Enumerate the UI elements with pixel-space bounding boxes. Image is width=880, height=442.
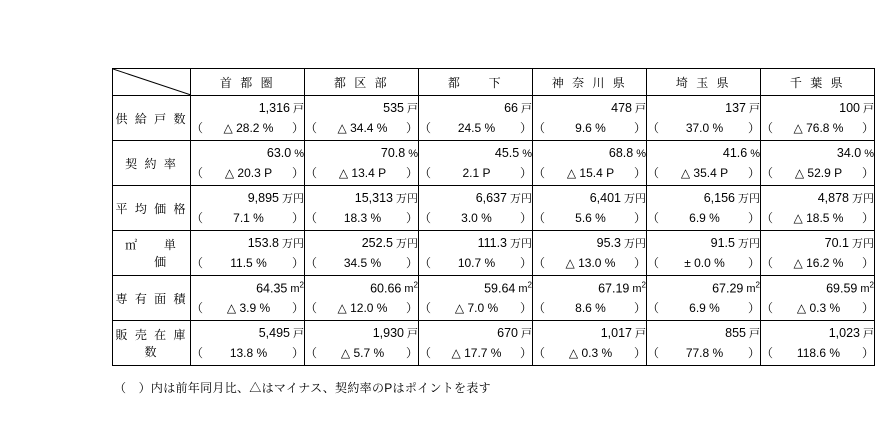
paren-open: （	[305, 301, 318, 316]
cell-unit: 戸	[863, 328, 874, 340]
paren-close: ）	[861, 121, 874, 135]
cell-average-price-tokubu	[305, 186, 419, 231]
paren-close: ）	[633, 166, 646, 180]
cell-subvalue: 37.0 %	[685, 121, 724, 135]
paren-close: ）	[861, 256, 874, 270]
corner-diagonal-cell	[113, 69, 191, 96]
cell-unit: $m^2$	[518, 280, 532, 296]
paren-open: （	[305, 166, 318, 180]
paren-open: （	[305, 211, 318, 225]
cell-exclusive-area-chiba	[761, 276, 875, 321]
cell-unit: 万円	[852, 193, 874, 205]
cell-unit-price-saitama	[647, 231, 761, 276]
cell-contract-rate-toka	[419, 141, 533, 186]
row-label-average-price: 平 均 価 格	[113, 186, 191, 231]
cell-unit: 万円	[396, 238, 418, 250]
cell-subvalue: △ 0.3 %	[568, 346, 613, 360]
cell-subvalue: △ 28.2 %	[223, 121, 274, 135]
cell-value: 60.66	[370, 281, 402, 296]
paren-close: ）	[633, 301, 646, 316]
table-row	[113, 141, 875, 186]
cell-supply-units-kanagawa	[533, 96, 647, 141]
cell-supply-units-tokubu	[305, 96, 419, 141]
cell-exclusive-area-shutoken	[191, 276, 305, 321]
cell-value: 95.3	[596, 236, 621, 250]
cell-subvalue: △ 13.4 P	[338, 166, 387, 180]
cell-unit: 万円	[510, 238, 532, 250]
cell-contract-rate-kanagawa	[533, 141, 647, 186]
cell-contract-rate-tokubu	[305, 141, 419, 186]
cell-subvalue: 6.9 %	[689, 301, 720, 316]
cell-unit-price-toka	[419, 231, 533, 276]
paren-close: ）	[405, 211, 418, 225]
paren-close: ）	[633, 121, 646, 135]
cell-unit: 戸	[521, 328, 532, 340]
paren-open: （	[419, 166, 432, 180]
cell-unit: 戸	[635, 328, 646, 340]
diagonal-line-icon	[113, 69, 191, 95]
table-row	[113, 231, 875, 276]
cell-subvalue: △ 0.3 %	[796, 301, 841, 316]
cell-inventory-toka	[419, 321, 533, 366]
cell-unit: 戸	[407, 103, 418, 115]
cell-subvalue: 10.7 %	[457, 256, 496, 270]
paren-open: （	[647, 211, 660, 225]
cell-inventory-chiba	[761, 321, 875, 366]
cell-unit: 戸	[749, 328, 760, 340]
row-label-unit-price-per-sqm: ㎡ 単 価	[113, 231, 191, 276]
cell-unit: %	[750, 148, 760, 160]
cell-subvalue: 77.8 %	[685, 346, 724, 360]
paren-open: （	[419, 121, 432, 135]
cell-value: 63.0	[266, 146, 292, 160]
column-header-shutoken: 首 都 圏	[191, 69, 305, 96]
cell-average-price-toka	[419, 186, 533, 231]
paren-close: ）	[747, 301, 760, 316]
cell-value: 70.1	[824, 236, 849, 250]
cell-value: 69.59	[826, 281, 858, 296]
cell-unit: 万円	[624, 193, 646, 205]
column-header-saitama: 埼 玉 県	[647, 69, 761, 96]
paren-close: ）	[747, 121, 760, 135]
paren-close: ）	[405, 346, 418, 360]
cell-inventory-saitama	[647, 321, 761, 366]
paren-open: （	[533, 256, 546, 270]
column-header-tokubu: 都 区 部	[305, 69, 419, 96]
cell-subvalue: △ 20.3 P	[224, 166, 273, 180]
column-header-kanagawa: 神 奈 川 県	[533, 69, 647, 96]
cell-subvalue: △ 5.7 %	[340, 346, 385, 360]
cell-unit: 戸	[521, 103, 532, 115]
paren-close: ）	[519, 211, 532, 225]
paren-close: ）	[405, 256, 418, 270]
cell-subvalue: 13.8 %	[229, 346, 268, 360]
cell-unit: 万円	[510, 193, 532, 205]
paren-open: （	[647, 166, 660, 180]
paren-open: （	[533, 301, 546, 316]
cell-value: 111.3	[477, 236, 507, 250]
cell-unit: 戸	[293, 103, 304, 115]
paren-close: ）	[633, 346, 646, 360]
cell-subvalue: △ 13.0 %	[565, 256, 616, 270]
cell-unit: 万円	[738, 193, 760, 205]
cell-subvalue: 7.1 %	[233, 211, 264, 225]
cell-value: 91.5	[710, 236, 735, 250]
paren-open: （	[761, 166, 774, 180]
cell-value: 100	[839, 101, 860, 115]
paren-close: ）	[291, 166, 304, 180]
cell-unit: $m^2$	[404, 280, 418, 296]
cell-subvalue: 11.5 %	[230, 256, 267, 270]
cell-subvalue: 24.5 %	[457, 121, 496, 135]
cell-subvalue: △ 16.2 %	[793, 256, 844, 270]
paren-open: （	[191, 301, 204, 316]
cell-value: 6,156	[703, 191, 735, 205]
cell-average-price-chiba	[761, 186, 875, 231]
cell-unit: $m^2$	[290, 280, 304, 296]
paren-close: ）	[633, 211, 646, 225]
cell-unit: %	[522, 148, 532, 160]
cell-subvalue: △ 15.4 P	[566, 166, 615, 180]
cell-unit: %	[636, 148, 646, 160]
paren-open: （	[305, 256, 318, 270]
paren-close: ）	[519, 346, 532, 360]
cell-subvalue: △ 35.4 P	[680, 166, 729, 180]
cell-unit: %	[408, 148, 418, 160]
cell-unit: 戸	[749, 103, 760, 115]
cell-average-price-shutoken	[191, 186, 305, 231]
paren-close: ）	[747, 346, 760, 360]
paren-open: （	[305, 346, 318, 360]
cell-value: 45.5	[494, 146, 520, 160]
paren-open: （	[419, 256, 432, 270]
cell-value: 1,017	[600, 326, 632, 340]
cell-supply-units-saitama	[647, 96, 761, 141]
paren-open: （	[419, 301, 432, 316]
paren-close: ）	[405, 301, 418, 316]
cell-unit: $m^2$	[746, 280, 760, 296]
cell-value: 6,401	[589, 191, 621, 205]
row-label-contract-rate: 契 約 率	[113, 141, 191, 186]
cell-unit-price-kanagawa	[533, 231, 647, 276]
cell-exclusive-area-tokubu	[305, 276, 419, 321]
cell-subvalue: △ 7.0 %	[454, 301, 499, 316]
paren-open: （	[191, 121, 204, 135]
paren-close: ）	[291, 256, 304, 270]
paren-open: （	[533, 346, 546, 360]
table-header-row	[113, 69, 875, 96]
cell-unit-price-tokubu	[305, 231, 419, 276]
cell-value: 1,930	[372, 326, 404, 340]
cell-subvalue: ± 0.0 %	[684, 256, 725, 270]
paren-open: （	[647, 256, 660, 270]
paren-open: （	[647, 121, 660, 135]
paren-close: ）	[405, 166, 418, 180]
cell-value: 67.19	[598, 281, 630, 296]
cell-value: 15,313	[354, 191, 393, 205]
paren-open: （	[419, 211, 432, 225]
cell-subvalue: △ 18.5 %	[793, 211, 844, 225]
cell-value: 66	[504, 101, 518, 115]
paren-close: ）	[291, 211, 304, 225]
cell-value: 1,023	[828, 326, 860, 340]
paren-close: ）	[861, 166, 874, 180]
paren-open: （	[761, 301, 774, 316]
cell-contract-rate-chiba	[761, 141, 875, 186]
paren-close: ）	[633, 256, 646, 270]
cell-contract-rate-saitama	[647, 141, 761, 186]
paren-open: （	[191, 166, 204, 180]
cell-subvalue: 9.6 %	[575, 121, 606, 135]
table-row	[113, 186, 875, 231]
paren-open: （	[533, 211, 546, 225]
cell-supply-units-toka	[419, 96, 533, 141]
paren-close: ）	[861, 211, 874, 225]
cell-exclusive-area-toka	[419, 276, 533, 321]
cell-value: 252.5	[361, 236, 393, 250]
cell-value: 59.64	[484, 281, 516, 296]
paren-close: ）	[861, 346, 874, 360]
cell-unit: 戸	[407, 328, 418, 340]
paren-open: （	[647, 301, 660, 316]
cell-unit: %	[864, 148, 874, 160]
paren-close: ）	[291, 121, 304, 135]
paren-open: （	[533, 166, 546, 180]
cell-unit: 戸	[635, 103, 646, 115]
cell-subvalue: 5.6 %	[575, 211, 606, 225]
cell-supply-units-shutoken	[191, 96, 305, 141]
paren-open: （	[305, 121, 318, 135]
paren-open: （	[419, 346, 432, 360]
cell-inventory-tokubu	[305, 321, 419, 366]
cell-value: 68.8	[608, 146, 634, 160]
cell-subvalue: △ 34.4 %	[337, 121, 388, 135]
cell-value: 670	[497, 326, 518, 340]
paren-open: （	[191, 346, 204, 360]
paren-close: ）	[519, 166, 532, 180]
cell-inventory-shutoken	[191, 321, 305, 366]
cell-subvalue: 118.6 %	[796, 346, 841, 360]
cell-value: 535	[383, 101, 404, 115]
cell-subvalue: 18.3 %	[343, 211, 382, 225]
cell-value: 5,495	[258, 326, 290, 340]
cell-contract-rate-shutoken	[191, 141, 305, 186]
cell-subvalue: 8.6 %	[575, 301, 606, 316]
cell-value: 9,895	[247, 191, 279, 205]
cell-unit: 万円	[852, 238, 874, 250]
paren-open: （	[761, 121, 774, 135]
paren-open: （	[761, 256, 774, 270]
cell-unit: 万円	[396, 193, 418, 205]
paren-close: ）	[519, 301, 532, 316]
cell-value: 1,316	[258, 101, 290, 115]
cell-value: 41.6	[722, 146, 748, 160]
paren-open: （	[191, 211, 204, 225]
cell-exclusive-area-kanagawa	[533, 276, 647, 321]
row-label-supply-units: 供 給 戸 数	[113, 96, 191, 141]
cell-inventory-kanagawa	[533, 321, 647, 366]
cell-unit-price-chiba	[761, 231, 875, 276]
cell-value: 137	[725, 101, 746, 115]
cell-exclusive-area-saitama	[647, 276, 761, 321]
cell-value: 67.29	[712, 281, 744, 296]
column-header-toka: 都 下	[419, 69, 533, 96]
cell-subvalue: 2.1 P	[462, 166, 491, 180]
cell-subvalue: △ 52.9 P	[794, 166, 843, 180]
cell-unit: %	[294, 148, 304, 160]
paren-close: ）	[519, 121, 532, 135]
cell-unit-price-shutoken	[191, 231, 305, 276]
row-label-exclusive-area: 専 有 面 積	[113, 276, 191, 321]
cell-value: 4,878	[817, 191, 849, 205]
table-row	[113, 276, 875, 321]
paren-open: （	[533, 121, 546, 135]
cell-unit: $m^2$	[860, 280, 874, 296]
paren-open: （	[761, 211, 774, 225]
paren-close: ）	[747, 166, 760, 180]
cell-subvalue: △ 17.7 %	[451, 346, 502, 360]
cell-average-price-saitama	[647, 186, 761, 231]
table-footnote: （ ）内は前年同月比、△はマイナス、契約率のPはポイントを表す	[114, 381, 491, 395]
cell-unit: 万円	[282, 193, 304, 205]
paren-close: ）	[291, 346, 304, 360]
cell-subvalue: △ 76.8 %	[793, 121, 844, 135]
cell-value: 855	[725, 326, 746, 340]
paren-close: ）	[519, 256, 532, 270]
cell-value: 70.8	[380, 146, 406, 160]
cell-supply-units-chiba	[761, 96, 875, 141]
paren-open: （	[761, 346, 774, 360]
cell-unit: $m^2$	[632, 280, 646, 296]
cell-value: 6,637	[475, 191, 507, 205]
cell-average-price-kanagawa	[533, 186, 647, 231]
table-row	[113, 96, 875, 141]
cell-value: 34.0	[836, 146, 862, 160]
cell-subvalue: △ 3.9 %	[226, 301, 271, 316]
paren-open: （	[191, 256, 204, 270]
paren-open: （	[647, 346, 660, 360]
cell-subvalue: 34.5 %	[343, 256, 382, 270]
cell-subvalue: △ 12.0 %	[337, 301, 388, 316]
cell-unit: 戸	[293, 328, 304, 340]
paren-close: ）	[747, 211, 760, 225]
cell-unit: 万円	[624, 238, 646, 250]
cell-value: 64.35	[256, 281, 288, 296]
paren-close: ）	[405, 121, 418, 135]
table-row	[113, 321, 875, 366]
cell-unit: 万円	[282, 238, 304, 250]
housing-supply-statistics-table	[112, 68, 875, 366]
paren-close: ）	[747, 256, 760, 270]
paren-close: ）	[861, 301, 874, 316]
paren-close: ）	[291, 301, 304, 316]
cell-unit: 万円	[738, 238, 760, 250]
cell-value: 478	[611, 101, 632, 115]
cell-subvalue: 6.9 %	[689, 211, 720, 225]
cell-value: 153.8	[247, 236, 279, 250]
column-header-chiba: 千 葉 県	[761, 69, 875, 96]
cell-unit: 戸	[863, 103, 874, 115]
cell-subvalue: 3.0 %	[461, 211, 492, 225]
row-label-inventory-units: 販 売 在 庫 数	[113, 321, 191, 366]
